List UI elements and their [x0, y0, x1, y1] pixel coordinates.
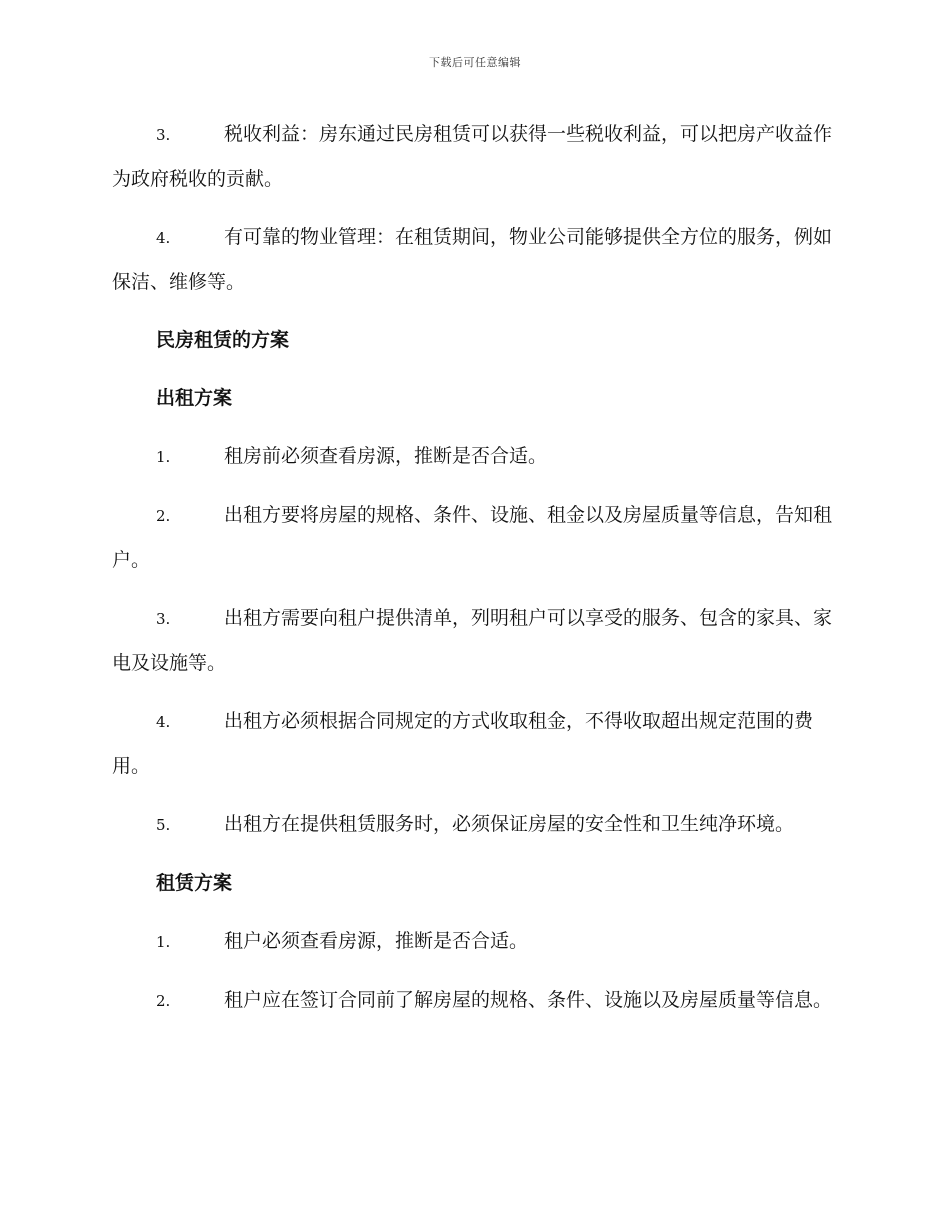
list-number: 3. — [156, 610, 171, 628]
list-text: 租房前必须查看房源，推断是否合适。 — [224, 445, 548, 467]
list-text: 出租方必须根据合同规定的方式收取租金，不得收取超出规定范围的费用。 — [112, 710, 814, 777]
list-number: 4. — [156, 713, 171, 731]
list-text: 出租方要将房屋的规格、条件、设施、租金以及房屋质量等信息，告知租户。 — [112, 504, 833, 571]
list-number: 1. — [156, 448, 171, 466]
page-header: 下载后可任意编辑 — [429, 56, 521, 69]
list-text: 租户必须查看房源，推断是否合适。 — [224, 930, 529, 952]
list-item — [112, 493, 834, 582]
list-number: 4. — [156, 229, 171, 247]
list-text: 出租方在提供租赁服务时，必须保证房屋的安全性和卫生纯净环境。 — [224, 813, 795, 835]
list-item — [112, 215, 834, 304]
list-text: 租户应在签订合同前了解房屋的规格、条件、设施以及房屋质量等信息。 — [224, 989, 833, 1011]
list-item — [112, 434, 834, 479]
list-number: 5. — [156, 816, 171, 834]
list-number: 3. — [156, 126, 171, 144]
list-item — [112, 112, 834, 201]
list-text: 税收利益：房东通过民房租赁可以获得一些税收利益，可以把房产收益作为政府税收的贡献。 — [112, 123, 833, 190]
document-body — [112, 112, 834, 1037]
list-number: 2. — [156, 507, 171, 525]
list-item — [112, 978, 834, 1023]
section-heading: 民房租赁的方案 — [156, 329, 290, 351]
list-item — [112, 919, 834, 964]
list-item — [112, 802, 834, 847]
list-item — [112, 596, 834, 685]
list-text: 出租方需要向租户提供清单，列明租户可以享受的服务、包含的家具、家电及设施等。 — [112, 607, 833, 674]
subsection-heading: 出租方案 — [156, 387, 233, 409]
list-text: 有可靠的物业管理：在租赁期间，物业公司能够提供全方位的服务，例如保洁、维修等。 — [112, 226, 833, 293]
list-item — [112, 699, 834, 788]
list-number: 1. — [156, 933, 171, 951]
list-number: 2. — [156, 992, 171, 1010]
subsection-heading: 租赁方案 — [156, 872, 233, 894]
